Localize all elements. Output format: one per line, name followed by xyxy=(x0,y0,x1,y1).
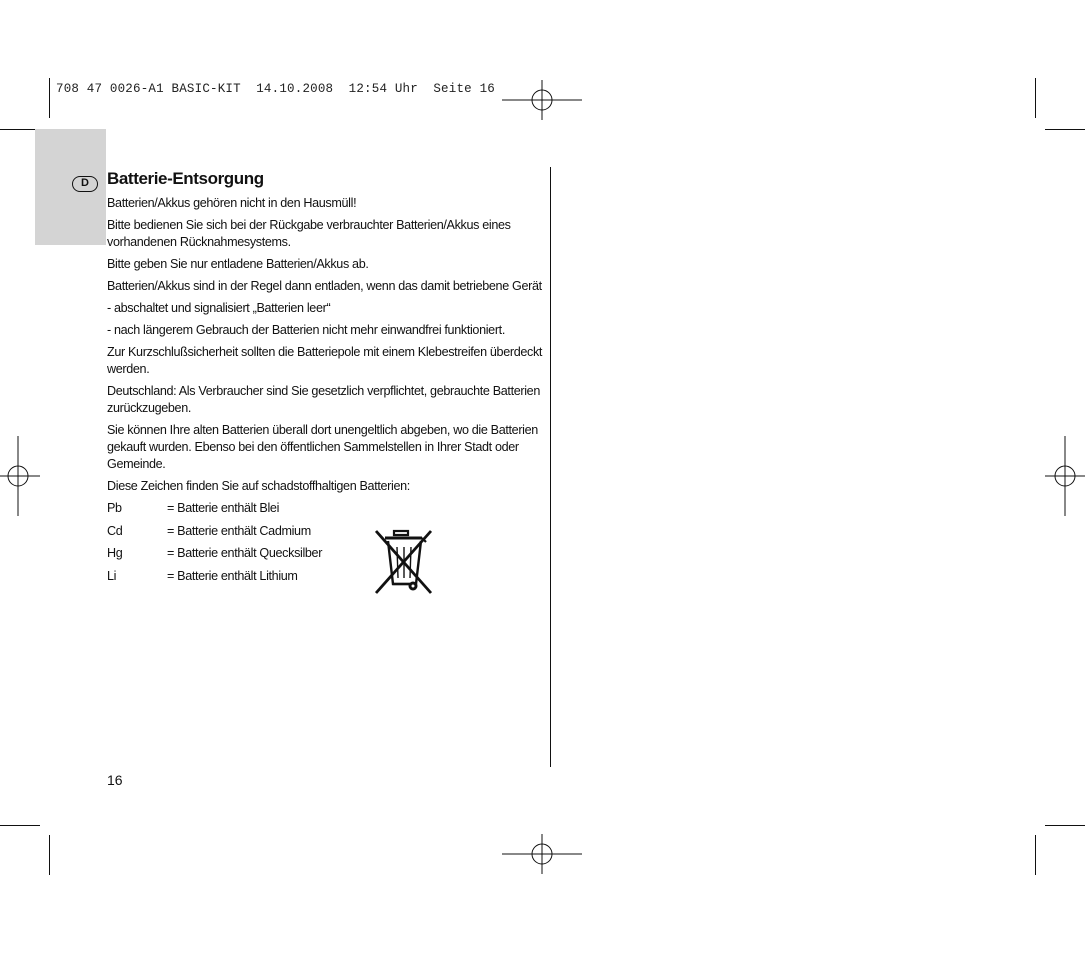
paragraph: Deutschland: Als Verbraucher sind Sie gesetzlich verpflichtet, gebrauchte Batterien zurückzugeben. xyxy=(107,384,540,415)
symbol-code: Li xyxy=(107,568,117,583)
paragraph: Bitte bedienen Sie sich bei der Rückgabe verbrauchter Batterien/Akkus eines vorhandenen Rücknahmesystems. xyxy=(107,218,511,249)
main-content xyxy=(107,168,547,590)
crop-mark xyxy=(1035,835,1036,875)
symbol-code: Pb xyxy=(107,501,122,515)
crossed-out-wheelie-bin-icon xyxy=(372,528,434,596)
paragraph: Bitte geben Sie nur entladene Batterien/Akkus ab. xyxy=(107,257,369,271)
registration-mark-icon xyxy=(502,80,582,120)
crop-mark xyxy=(0,129,40,130)
crop-mark xyxy=(0,825,40,826)
crop-mark xyxy=(1045,825,1085,826)
symbol-meaning: = Batterie enthält Cadmium xyxy=(167,523,311,538)
paragraph: Batterien/Akkus gehören nicht in den Hausmüll! xyxy=(107,196,357,210)
crop-mark xyxy=(1045,129,1085,130)
paragraph: - nach längerem Gebrauch der Batterien nicht mehr einwandfrei funktioniert. xyxy=(107,323,505,337)
paragraph: Zur Kurzschlußsicherheit sollten die Batteriepole mit einem Klebestreifen überdeckt werden. xyxy=(107,345,543,376)
symbol-code: Cd xyxy=(107,523,123,538)
list-item xyxy=(107,568,547,585)
paragraph: - abschaltet und signalisiert „Batterien leer“ xyxy=(107,301,331,315)
language-badge: D xyxy=(72,176,98,192)
crop-mark xyxy=(49,78,50,118)
registration-mark-icon xyxy=(1045,436,1085,516)
crop-mark xyxy=(49,835,50,875)
paragraph: Batterien/Akkus sind in der Regel dann entladen, wenn das damit betriebene Gerät xyxy=(107,279,542,293)
list-item xyxy=(107,523,547,540)
paragraph: Diese Zeichen finden Sie auf schadstoffhaltigen Batterien: xyxy=(107,479,410,493)
registration-mark-icon xyxy=(502,834,582,874)
column-divider xyxy=(550,167,551,767)
print-slug: 708 47 0026-A1 BASIC-KIT 14.10.2008 12:54 Uhr Seite 16 xyxy=(56,82,495,96)
symbol-list xyxy=(107,500,547,585)
symbol-code: Hg xyxy=(107,546,123,560)
symbol-meaning: = Batterie enthält Blei xyxy=(167,501,280,515)
paragraph: Sie können Ihre alten Batterien überall dort unengeltlich abgeben, wo die Batterien gekauft wurden. Ebenso bei den öffentlichen Sammelstellen in Ihrer Stadt oder Gemeinde. xyxy=(107,423,538,471)
section-title: Batterie-Entsorgung xyxy=(107,169,264,188)
symbol-meaning: = Batterie enthält Lithium xyxy=(167,568,298,583)
registration-mark-icon xyxy=(0,436,40,516)
symbol-meaning: = Batterie enthält Quecksilber xyxy=(167,546,323,560)
page-number: 16 xyxy=(107,772,123,788)
list-item xyxy=(107,500,547,517)
list-item xyxy=(107,545,547,562)
crop-mark xyxy=(1035,78,1036,118)
